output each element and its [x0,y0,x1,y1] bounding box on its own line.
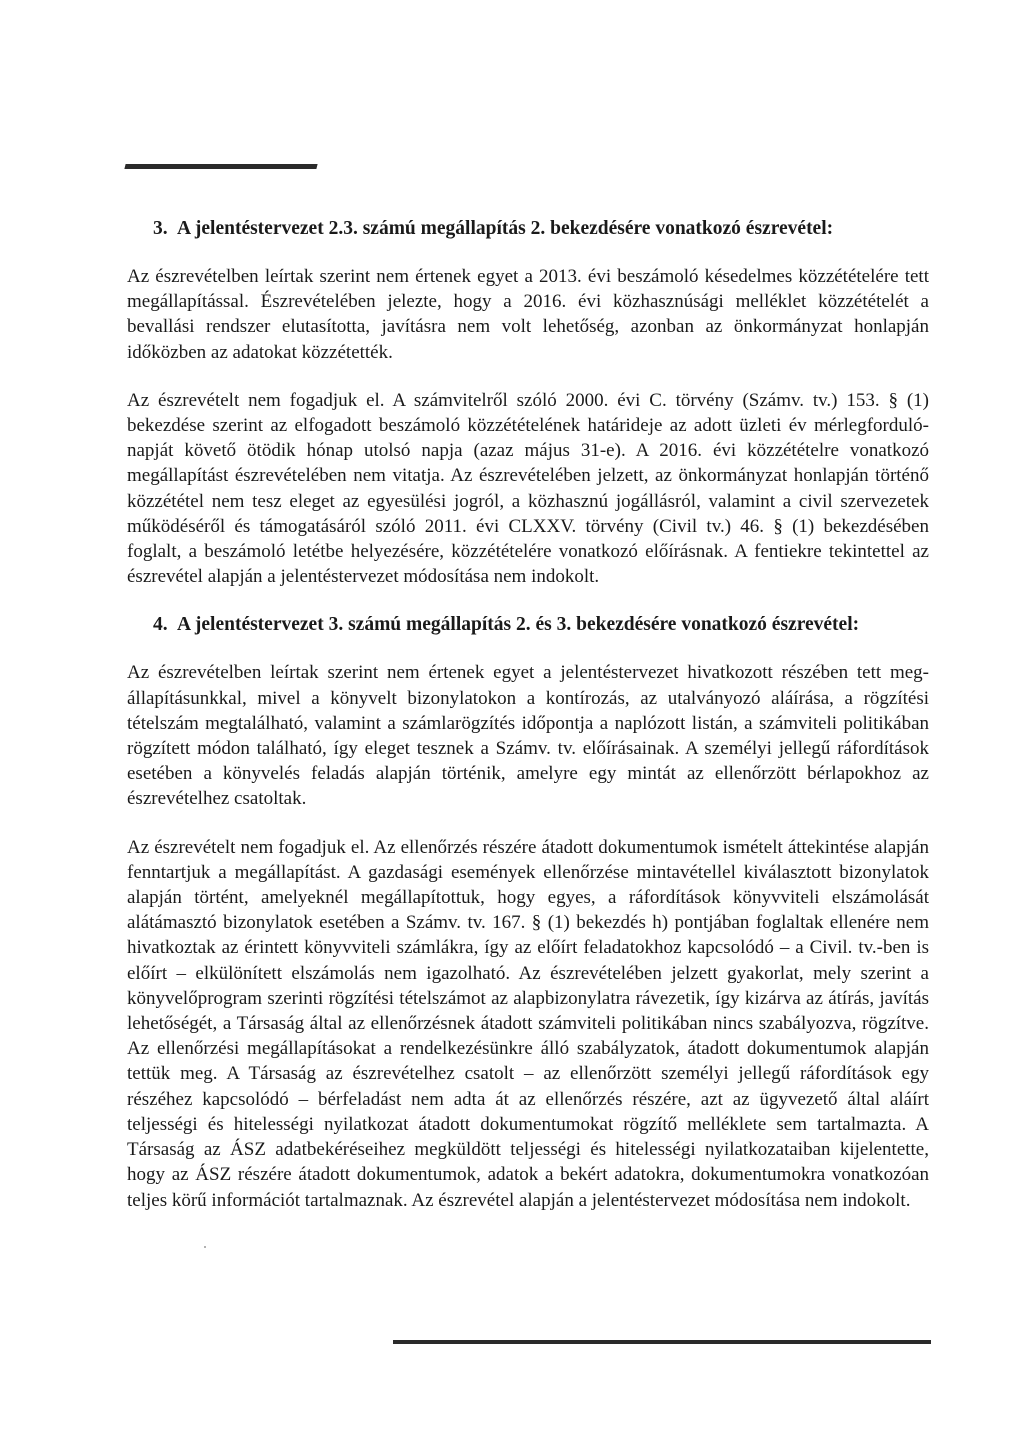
document-body [127,216,929,1236]
section-number: 3. [153,218,168,239]
section-4 [127,612,929,1212]
section-number: 4. [153,614,168,636]
section-heading [153,216,929,242]
paragraph: Az észrevételt nem fogadjuk el. A számvitelről szóló 2000. évi C. törvény (Számv. tv.) 153. § (1) bekezdése szerint az elfogadott beszámoló közzétételének határideje az adott üzleti év mérlegforduló-napját követő ötödik hónap utolsó napja (azaz május 31-e). A 2016. évi közzétételre vonatkozó megállapítást észrevételében nem vitatja. Az észrevételében jelzett, az önkormányzat honlapján történő közzététel nem tesz eleget az egyesülési jogról, a közhasznú jogállásról, valamint a civil szervezetek működéséről és támogatásáról szóló 2011. évi CLXXV. törvény (Civil tv.) 46. § (1) bekezdésében foglalt, a beszámoló letétbe helyezésére, közzétételére vonatkozó előírásnak. A fentiekre tekintettel az észrevétel alapján a jelentéstervezet módosítása nem indokolt. [127,389,929,588]
scan-speck [204,1246,206,1248]
section-heading [153,612,929,638]
footer-rule [393,1340,931,1344]
paragraph: Az észrevételt nem fogadjuk el. Az ellenőrzés részére átadott dokumentumok ismételt áttekintése alapján fenntartjuk a megállapítást. A gazdasági események ellenőrzése mintavétellel kiválasztott bizonylatok alapján történt, amelyeknél megállapítottuk, hogy egyes, a ráfordítások könyvviteli elszámolását alátámasztó bizonylatok esetében a Számv. tv. 167. § (1) bekezdés h) pontjában foglaltak ellenére nem hivatkoztak az érintett könyvviteli számlákra, így az előírt feladatokhoz kapcsolódó – a Civil. tv.-ben is előírt – elkülönített elszámolás nem igazolható. Az észrevételében jelzett gyakorlat, mely szerint a könyvelőprogram szerinti rögzítési tételszámot az alapbizonylatra rávezetik, így kizárva az átírás, javítás lehetőségét, a Társaság által az ellenőrzésnek átadott számviteli politikában nincs szabályozva, rögzítve. Az ellenőrzési megállapításokat a rendelkezésünkre álló szabályzatok, átadott dokumentumok alapján tettük meg. A Társaság az észrevételhez csatolt – az ellenőrzött személyi jellegű ráfordítások egy részéhez kapcsolódó – bérfeladást nem adta át az ellenőrzés részére, azt az ügyvezető által aláírt teljességi és hitelességi nyilatkozat átadott dokumentumokat rögzítő melléklete sem tartalmazta. A Társaság az ÁSZ adatbekéréseihez megküldött teljességi és hitelességi nyilatkozataiban kijelentette, hogy az ÁSZ részére átadott dokumentumok, adatok a bekért adatokra, dokumentumokra vonatkozóan teljes körű információt tartalmaznak. Az észrevétel alapján a jelentéstervezet módosítása nem indokolt. [127,836,929,1211]
paragraph: Az észrevételben leírtak szerint nem értenek egyet a jelentéstervezet hivatkozott részében tett megállapításunkkal, mivel a könyvelt bizonylatokon a kontírozás, az utalványozó aláírása, a rögzítési tételszám megtalálható, valamint a számlarögzítés időpontja a naplózott listán, a számviteli politikában rögzített módon található, így eleget tesznek a Számv. tv. előírásainak. A személyi jellegű ráfordítások esetében a könyvelés feladás alapján történik, amelyre egy mintát az ellenőrzött bérlapokhoz az észrevételhez csatoltak. [127,662,929,810]
section-title: A jelentéstervezet 3. számú megállapítás 2. és 3. bekezdésére vonatkozó észrevétel: [177,614,860,636]
paragraph: Az észrevételben leírtak szerint nem értenek egyet a 2013. évi beszámoló késedelmes közzétételére tett megállapítással. Észrevételében jelezte, hogy a 2016. évi közhasznúsági melléklet közzétételét a bevallási rendszer elutasította, javításra nem volt lehetőség, azonban az önkormányzat honlapján időközben az adatokat közzétették. [127,266,929,363]
header-rule [124,164,317,169]
section-title: A jelentéstervezet 2.3. számú megállapítás 2. bekezdésére vonatkozó észrevétel: [177,218,834,239]
section-3 [127,216,929,589]
